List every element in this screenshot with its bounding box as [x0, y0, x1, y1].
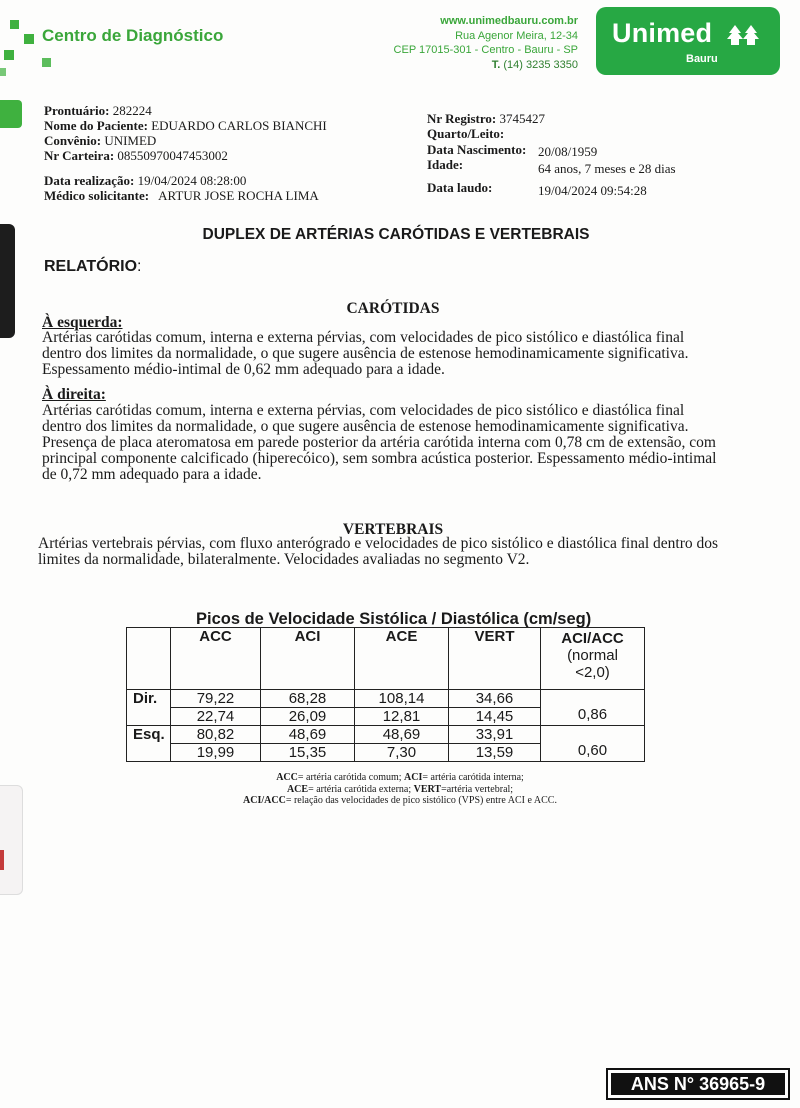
table-cell: 80,82 — [171, 726, 261, 744]
brand-square-icon — [24, 34, 34, 44]
paragraph-line: Espessamento médio-intimal de 0,62 mm adequado para a idade. — [42, 361, 445, 378]
brand-square-icon — [4, 50, 14, 60]
table-title: Picos de Velocidade Sistólica / Diastólica (cm/seg) — [196, 610, 592, 628]
table-cell: 33,91 — [449, 726, 541, 744]
table-cell: 48,69 — [355, 726, 449, 744]
table-cell: 7,30 — [355, 744, 449, 762]
logo-city: Bauru — [686, 53, 718, 65]
ratio-cell: 0,60 — [541, 726, 645, 762]
row-label: Esq. — [127, 726, 171, 762]
table-cell: 34,66 — [449, 690, 541, 708]
legend-abbr: ACC — [276, 772, 298, 783]
convenio-label: Convênio: — [44, 133, 102, 148]
row-label: Dir. — [127, 690, 171, 726]
vertebrais-heading: VERTEBRAIS — [342, 521, 444, 538]
legend-abbr: VERT — [413, 783, 442, 795]
ratio-header — [541, 628, 645, 690]
paragraph-line: Presença de placa ateromatosa em parede posterior da artéria carótida interna com 0,78 cm de extensão, com — [42, 434, 716, 451]
exam-date-value: 19/04/2024 08:28:00 — [137, 173, 247, 188]
exam-info — [44, 173, 319, 203]
paragraph-line: Artérias carótidas comum, interna e externa pérvias, com velocidades de pico sistólico e diastólica final — [42, 329, 685, 346]
esquerda-paragraph — [42, 330, 742, 378]
registro-value: 3745427 — [499, 111, 545, 126]
direita-heading: À direita: — [42, 386, 106, 403]
table-row — [127, 690, 645, 708]
table-header-row — [127, 628, 645, 690]
binder-tab-light — [0, 785, 23, 895]
ans-number: ANS N° 36965-9 — [611, 1073, 785, 1095]
idade-value: 64 anos, 7 meses e 28 dias — [538, 161, 676, 176]
table-cell: 48,69 — [261, 726, 355, 744]
registro-label: Nr Registro: — [427, 111, 497, 126]
unimed-logo — [596, 7, 780, 75]
legend-text: = artéria carótida interna; — [422, 772, 524, 783]
legend-text: =artéria vertebral; — [441, 783, 514, 795]
legend-text: = relação das velocidades de pico sistólico (VPS) entre ACI e ACC. — [285, 795, 557, 806]
ans-badge — [606, 1068, 790, 1100]
exam-date-label: Data realização: — [44, 173, 135, 188]
brand-title: Centro de Diagnóstico — [42, 26, 224, 45]
carteira-value: 08550970047453002 — [117, 148, 228, 163]
quarto-label: Quarto/Leito: — [427, 126, 505, 141]
paragraph-line: de 0,72 mm adequado para a idade. — [42, 466, 262, 483]
patient-info-left — [44, 103, 327, 163]
ratio-header-title: ACI/ACC — [561, 630, 624, 647]
prontuario-value: 282224 — [112, 103, 152, 118]
paragraph-line: principal componente calcificado (hiperecóico), sem sombra acústica posterior. Espessamento médio-intimal — [42, 450, 717, 467]
table-cell: 26,09 — [261, 708, 355, 726]
ratio-header-line3: <2,0) — [575, 664, 610, 681]
physician-value: ARTUR JOSE ROCHA LIMA — [158, 188, 319, 203]
relatorio-label: RELATÓRIO — [44, 258, 138, 275]
legend-text: = artéria carótida comum; — [297, 772, 405, 783]
table-cell: 108,14 — [355, 690, 449, 708]
phone: (14) 3235 3350 — [503, 58, 578, 71]
relatorio-colon: : — [137, 258, 142, 275]
table-cell: 79,22 — [171, 690, 261, 708]
binder-tab-mark — [0, 850, 4, 870]
binder-tab — [0, 224, 15, 338]
table-cell: 13,59 — [449, 744, 541, 762]
table-cell: 12,81 — [355, 708, 449, 726]
brand-square-icon — [10, 20, 19, 29]
paragraph-line: dentro dos limites da normalidade, o que sugere ausência de estenose hemodinamicamente significativa. — [42, 418, 689, 435]
physician-label: Médico solicitante: — [44, 188, 150, 203]
legend-abbr: ACI — [404, 772, 423, 783]
table-legend — [126, 772, 674, 807]
carteira-label: Nr Carteira: — [44, 148, 115, 163]
nascimento-value: 20/08/1959 — [538, 144, 598, 159]
relatorio-heading — [44, 258, 141, 276]
velocity-table — [126, 627, 645, 762]
ratio-cell: 0,86 — [541, 690, 645, 726]
brand-square-icon — [0, 68, 6, 76]
address: Rua Agenor Meira, 12-34 — [455, 29, 578, 42]
patient-name-label: Nome do Paciente: — [44, 118, 148, 133]
column-header: ACE — [355, 628, 449, 690]
laudo-value: 19/04/2024 09:54:28 — [538, 183, 647, 198]
nascimento-label: Data Nascimento: — [427, 142, 527, 157]
table-cell: 68,28 — [261, 690, 355, 708]
table-cell: 14,45 — [449, 708, 541, 726]
table-cell: 22,74 — [171, 708, 261, 726]
paragraph-line: dentro dos limites da normalidade, o que sugere ausência de estenose hemodinamicamente significativa. — [42, 345, 689, 362]
idade-label: Idade: — [427, 157, 464, 172]
prontuario-label: Prontuário: — [44, 103, 110, 118]
contact-block — [394, 14, 578, 72]
carotidas-heading: CARÓTIDAS — [346, 300, 440, 317]
ratio-header-line2: (normal — [567, 647, 618, 664]
convenio-value: UNIMED — [104, 133, 157, 148]
column-header: ACC — [171, 628, 261, 690]
table-cell: 19,99 — [171, 744, 261, 762]
table-corner — [127, 628, 171, 690]
logo-name: Unimed — [612, 18, 713, 48]
website-url: www.unimedbauru.com.br — [440, 15, 578, 27]
page-title: DUPLEX DE ARTÉRIAS CARÓTIDAS E VERTEBRAIS — [202, 226, 590, 243]
patient-name-value: EDUARDO CARLOS BIANCHI — [151, 118, 327, 133]
phone-prefix: T. — [491, 58, 501, 71]
patient-info-right — [427, 111, 545, 141]
column-header: ACI — [261, 628, 355, 690]
vertebrais-paragraph — [38, 536, 742, 568]
unimed-tree-icon — [727, 23, 759, 47]
legend-text: = artéria carótida externa; — [308, 783, 414, 795]
paragraph-line: Artérias vertebrais pérvias, com fluxo anterógrado e velocidades de pico sistólico e diastólica final dentro dos — [38, 535, 719, 552]
table-row — [127, 726, 645, 744]
legend-abbr: ACI/ACC — [243, 795, 286, 806]
direita-paragraph — [42, 403, 742, 483]
laudo-label: Data laudo: — [427, 180, 493, 195]
table-cell: 15,35 — [261, 744, 355, 762]
brand-square-icon — [42, 58, 51, 67]
column-header: VERT — [449, 628, 541, 690]
legend-abbr: ACE — [286, 783, 309, 795]
paragraph-line: limites da normalidade, bilateralmente. Velocidades avaliadas no segmento V2. — [38, 551, 530, 568]
paragraph-line: Artérias carótidas comum, interna e externa pérvias, com velocidades de pico sistólico e diastólica final — [42, 402, 685, 419]
cep: CEP 17015-301 - Centro - Bauru - SP — [393, 44, 578, 56]
brand-square-icon — [0, 100, 22, 128]
esquerda-heading: À esquerda: — [42, 314, 123, 331]
